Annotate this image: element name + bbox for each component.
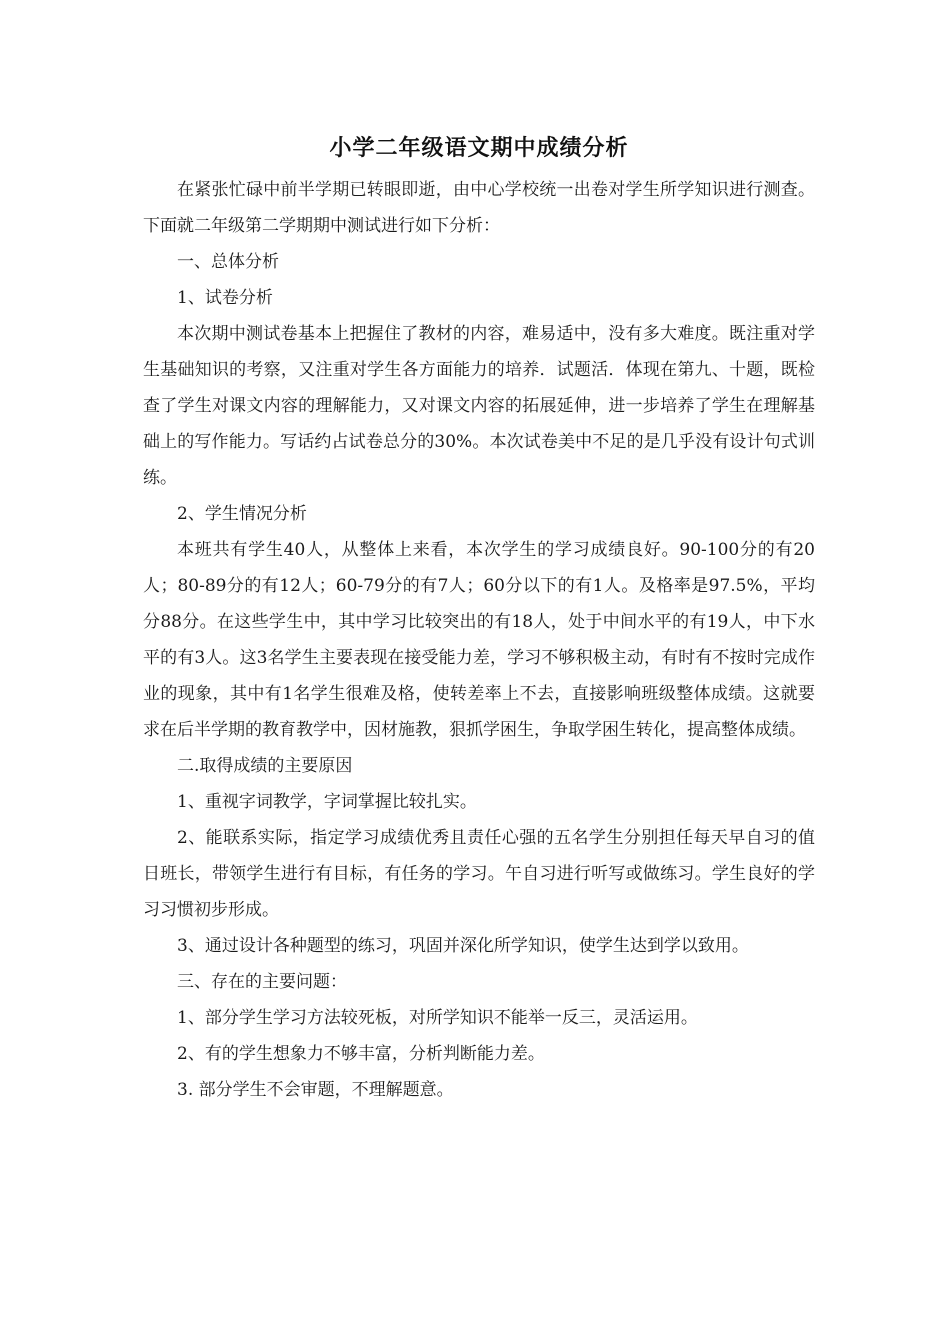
heading-problems: 三、存在的主要问题： xyxy=(177,972,347,992)
reason-item: 2、能联系实际，指定学习成绩优秀且责任心强的五名学生分别担任每天早自习的值日班长，带领学生进行有目标，有任务的学习。午自习进行听写或做练习。学生良好的学习习惯初步形成。 xyxy=(143,828,815,920)
exam-analysis-paragraph: 本次期中测试卷基本上把握住了教材的内容，难易适中，没有多大难度。既注重对学生基础知识的考察，又注重对学生各方面能力的培养．试题活．体现在第九、十题，既检查了学生对课文内容的理解能力，又对课文内容的拓展延伸，进一步培养了学生在理解基础上的写作能力。写话约占试卷总分的30%。本次试卷美中不足的是几乎没有设计句式训练。 xyxy=(143,324,815,488)
document-body xyxy=(143,126,815,1108)
reason-item: 3、通过设计各种题型的练习，巩固并深化所学知识，使学生达到学以致用。 xyxy=(177,936,749,956)
intro-paragraph: 在紧张忙碌中前半学期已转眼即逝，由中心学校统一出卷对学生所学知识进行测查。下面就二年级第二学期期中测试进行如下分析： xyxy=(143,180,815,236)
subheading-exam-analysis: 1、试卷分析 xyxy=(177,288,273,308)
problem-item: 3. 部分学生不会审题，不理解题意。 xyxy=(177,1080,454,1100)
heading-overall-analysis: 一、总体分析 xyxy=(177,252,279,272)
document-title: 小学二年级语文期中成绩分析 xyxy=(329,136,629,161)
problem-item: 2、有的学生想象力不够丰富，分析判断能力差。 xyxy=(177,1044,545,1064)
reason-item: 1、重视字词教学，字词掌握比较扎实。 xyxy=(177,792,477,812)
student-analysis-paragraph: 本班共有学生40人，从整体上来看，本次学生的学习成绩良好。90-100分的有20人；80-89分的有12人；60-79分的有7人；60分以下的有1人。及格率是97.5%，平均分88分。在这些学生中，其中学习比较突出的有18人，处于中间水平的有19人，中下水平的有3人。这3名学生主要表现在接受能力差，学习不够积极主动，有时有不按时完成作业的现象，其中有1名学生很难及格，使转差率上不去，直接影响班级整体成绩。这就要求在后半学期的教育教学中，因材施教，狠抓学困生，争取学困生转化，提高整体成绩。 xyxy=(143,540,815,740)
problem-item: 1、部分学生学习方法较死板，对所学知识不能举一反三，灵活运用。 xyxy=(177,1008,698,1028)
subheading-student-analysis: 2、学生情况分析 xyxy=(177,504,307,524)
heading-reasons: 二.取得成绩的主要原因 xyxy=(177,756,353,776)
